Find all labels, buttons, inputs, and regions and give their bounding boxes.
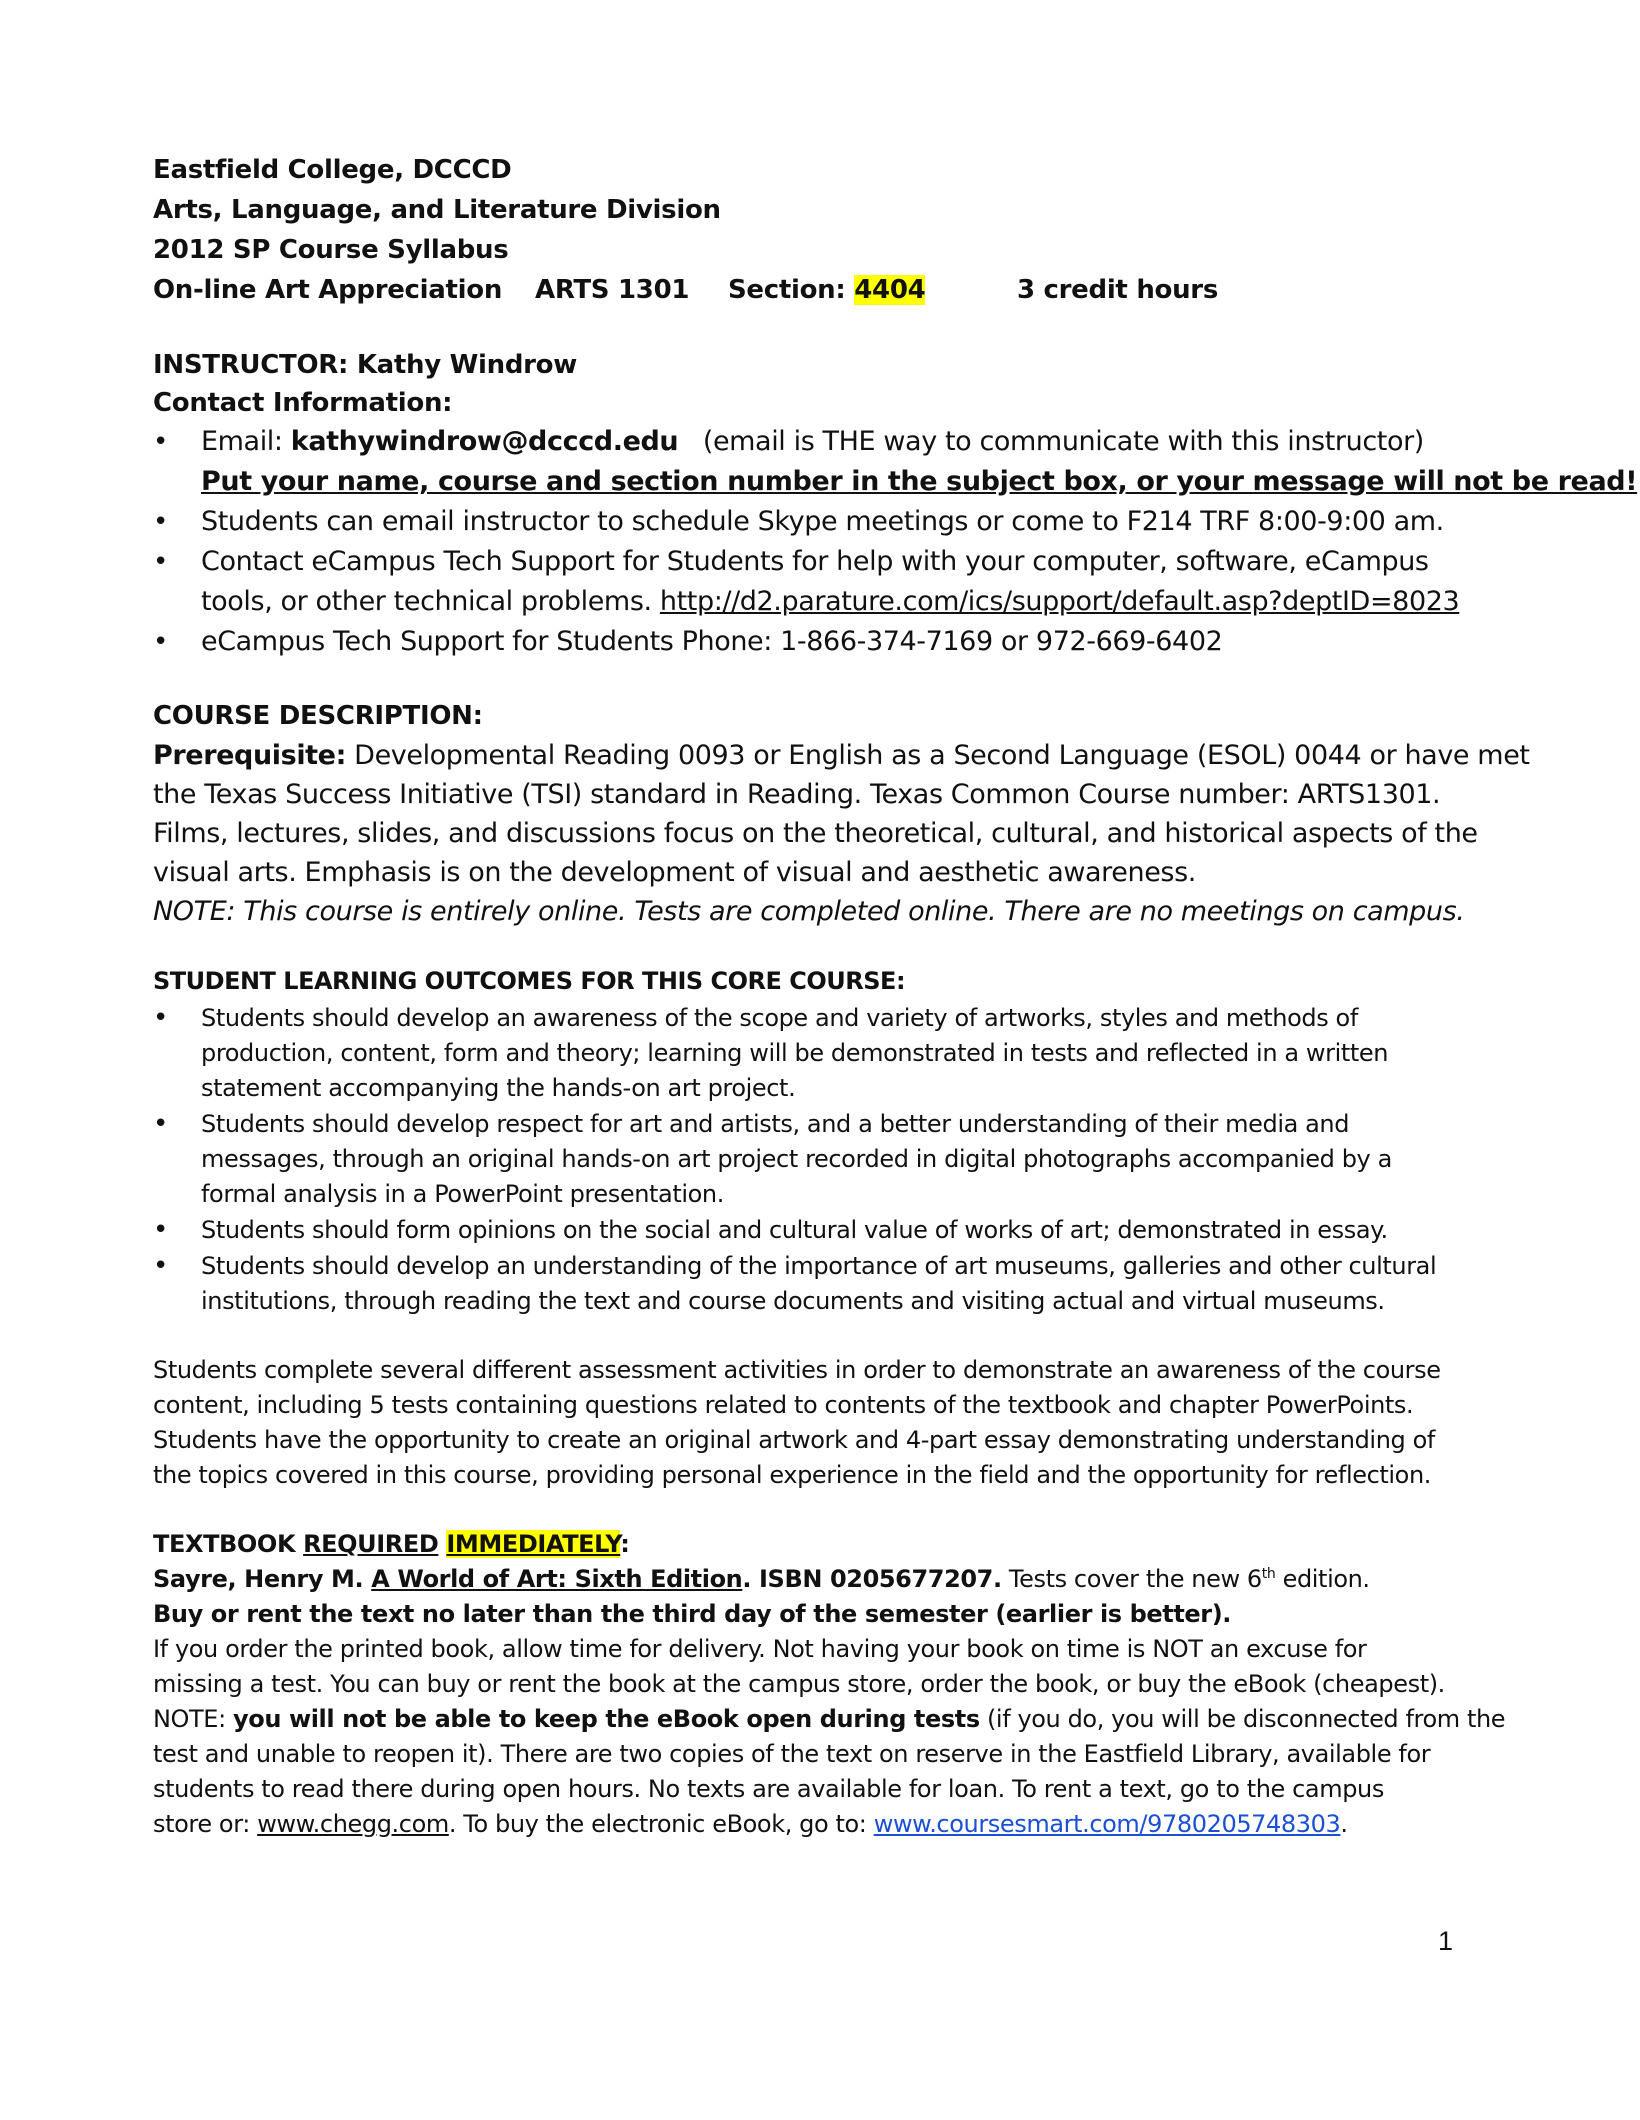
outcome-item: • Students should develop an awareness of the scope and variety of artworks, styles and methods of production, content, form and theory; learning will be demonstrated in tests and reflected in a written statement accompanying the hands-on art project. (153, 1001, 1493, 1106)
instructor-block (153, 346, 1493, 422)
textbook-heading: TEXTBOOK REQUIRED IMMEDIATELY: (153, 1530, 630, 1558)
division-name: Arts, Language, and Literature Division (153, 195, 721, 225)
outcome-item: • Students should form opinions on the social and cultural value of works of art; demonstrated in essay. (153, 1213, 1493, 1248)
chegg-link[interactable]: www.chegg.com (257, 1810, 449, 1838)
course-header (153, 150, 1493, 310)
contact-email-item: • Email: kathywindrow@dcccd.edu (email is THE way to communicate with this instructor) Put your name, course and section number in the subject box, or your message will not be read! (153, 422, 1493, 502)
contact-support-item: • Contact eCampus Tech Support for Students for help with your computer, software, eCampus tools, or other technical problems. http://d2.parature.com/ics/support/default.asp?deptID=8023 (153, 542, 1493, 622)
support-link[interactable]: http://d2.parature.com/ics/support/default.asp?deptID=8023 (659, 586, 1460, 617)
email-note: (email is THE way to communicate with this instructor) (702, 426, 1424, 457)
immediately-highlight: IMMEDIATELY (446, 1530, 621, 1558)
credit-hours: 3 credit hours (1017, 275, 1218, 305)
textbook-citation: Sayre, Henry M. A World of Art: Sixth Edition. ISBN 0205677207. Tests cover the new 6th edition. (153, 1565, 1370, 1593)
coursesmart-link[interactable]: www.coursesmart.com/9780205748303 (873, 1810, 1341, 1838)
college-name: Eastfield College, DCCCD (153, 155, 512, 185)
instructor-heading: INSTRUCTOR: Kathy Windrow (153, 350, 577, 380)
description-heading: COURSE DESCRIPTION: (153, 701, 483, 731)
contact-list (153, 422, 1638, 662)
outcomes-heading: STUDENT LEARNING OUTCOMES FOR THIS CORE COURSE: (153, 967, 906, 995)
assessment-paragraph: Students complete several different assessment activities in order to demonstrate an awareness of the course content, including 5 tests containing questions related to contents of the textbook and chapter PowerPoints. Students have the opportunity to create an original artwork and 4-part essay demonstrating understanding of the topics covered in this course, providing personal experience in the field and the opportunity for reflection. (153, 1356, 1441, 1489)
page-number: 1 (1438, 1926, 1454, 1956)
book-title: A World of Art: Sixth Edition (371, 1565, 743, 1593)
instructor-email[interactable]: kathywindrow@dcccd.edu (290, 426, 679, 457)
online-note: NOTE: This course is entirely online. Tests are completed online. There are no meetings on campus. (153, 896, 1465, 927)
outcomes-list (153, 1001, 1493, 1319)
contact-skype-item: • Students can email instructor to schedule Skype meetings or come to F214 TRF 8:00-9:00 am. (153, 502, 1493, 542)
contact-heading: Contact Information: (153, 388, 453, 418)
outcome-item: • Students should develop an understanding of the importance of art museums, galleries and other cultural institutions, through reading the text and course documents and visiting actual and virtual museums. (153, 1249, 1493, 1319)
course-code: ARTS 1301 (535, 275, 690, 305)
outcome-item: • Students should develop respect for art and artists, and a better understanding of their media and messages, through an original hands-on art project recorded in digital photographs accompanied by a formal analysis in a PowerPoint presentation. (153, 1107, 1493, 1212)
prereq-label: Prerequisite: (153, 740, 346, 771)
course-info-row (153, 270, 1493, 310)
syllabus-title: 2012 SP Course Syllabus (153, 235, 509, 265)
page-content (153, 150, 1638, 1842)
description-body: Prerequisite: Developmental Reading 0093 or English as a Second Language (ESOL) 0044 or have met the Texas Success Initiative (TSI) standard in Reading. Texas Common Course number: ARTS1301. Films, lectures, slides, and discussions focus on the theoretical, cultural, and historical aspects of the visual arts. Emphasis is on the development of visual and aesthetic awareness. NOTE: This course is entirely online. Tests are completed online. There are no meetings on campus. (153, 736, 1493, 931)
section-number: Section: 4404 (728, 275, 926, 305)
ebook-warning: you will not be able to keep the eBook open during tests (232, 1705, 980, 1733)
email-warning: Put your name, course and section number in the subject box, or your message will not be read! (201, 466, 1638, 497)
contact-phone-item: • eCampus Tech Support for Students Phone: 1-866-374-7169 or 972-669-6402 (153, 622, 1493, 662)
textbook-section: TEXTBOOK REQUIRED IMMEDIATELY: Sayre, Henry M. A World of Art: Sixth Edition. ISBN 0205677207. Tests cover the new 6th edition. Buy or rent the text no later than the third day of the semester (earlier is better). If you order the printed book, allow time for delivery. Not having your book on time is NOT an excuse for missing a test. You can buy or rent the book at the campus store, order the book, or buy the eBook (cheapest). NOTE: you will not be able to keep the eBook open during tests (if you do, you will be disconnected from the test and unable to reopen it). There are two copies of the text on reserve in the Eastfield Library, available for students to read there during open hours. No texts are available for loan. To rent a text, go to the campus store or: www.chegg.com. To buy the electronic eBook, go to: www.coursesmart.com/9780205748303. (153, 1527, 1493, 1842)
course-name: On-line Art Appreciation (153, 275, 503, 305)
section-highlight: 4404 (854, 275, 926, 305)
buy-rent-deadline: Buy or rent the text no later than the third day of the semester (earlier is better). (153, 1600, 1232, 1628)
